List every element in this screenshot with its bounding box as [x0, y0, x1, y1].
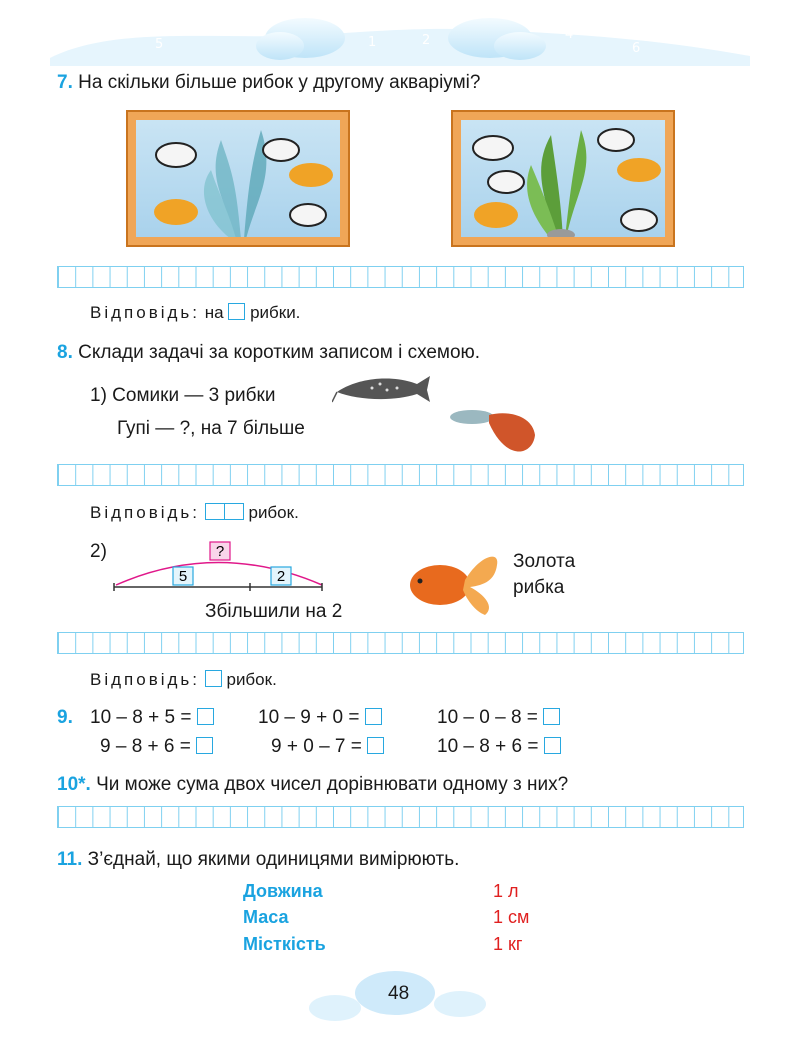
- task-7-answer: [90, 303, 300, 323]
- answer-box[interactable]: [365, 708, 382, 725]
- answer-grid-line[interactable]: [57, 806, 744, 828]
- header-digit: 7: [105, 23, 114, 38]
- answer-grid-line[interactable]: [57, 266, 744, 288]
- task-text: Чи може сума двох чисел дорівнювати одному з них?: [96, 774, 569, 795]
- goldfish-label-line2: рибка: [513, 577, 565, 598]
- task-7-title: [57, 72, 480, 94]
- task-8-title: [57, 342, 480, 364]
- unit-centimeter[interactable]: 1 см: [493, 907, 530, 927]
- answer-box[interactable]: [197, 708, 214, 725]
- header-digit: 8: [690, 27, 699, 42]
- task-text: На скільки більше рибок у другому акваріумі?: [78, 72, 481, 93]
- answer-box[interactable]: [205, 670, 222, 687]
- answer-grid-line[interactable]: [57, 464, 744, 486]
- task-8-answer-2: [90, 670, 277, 690]
- answer-text-after: рибок.: [226, 670, 277, 689]
- catfish-image: [332, 368, 432, 408]
- equation-text: 10 – 9 + 0 =: [258, 707, 360, 728]
- answer-box[interactable]: [196, 737, 213, 754]
- answer-box[interactable]: [224, 503, 244, 520]
- answer-text-after: рибок.: [248, 503, 299, 522]
- task-number: 7.: [57, 72, 73, 93]
- task-10-title: [57, 774, 568, 796]
- answer-label: Відповідь:: [90, 670, 201, 689]
- quantity-mass[interactable]: Маса: [243, 907, 289, 927]
- scheme-value-b: 2: [276, 568, 286, 585]
- guppy-image: [447, 395, 537, 465]
- scheme-question: ?: [215, 543, 225, 560]
- unit-liter[interactable]: 1 л: [493, 881, 519, 901]
- scheme-caption: Збільшили на 2: [205, 601, 343, 622]
- answer-box[interactable]: [367, 737, 384, 754]
- aquarium-1-image: [126, 110, 350, 247]
- task-11-title: [57, 849, 459, 871]
- aquarium-1-scene: [136, 120, 340, 237]
- answer-box[interactable]: [205, 503, 225, 520]
- task-8-part2-label: 2): [90, 541, 107, 562]
- aquarium-2-image: [451, 110, 675, 247]
- equation-text: 10 – 8 + 5 =: [90, 707, 192, 728]
- answer-text-before: на: [204, 303, 224, 322]
- quantity-capacity[interactable]: Місткість: [243, 934, 326, 954]
- header-clouds: [50, 8, 750, 66]
- equation-text: 10 – 0 – 8 =: [437, 707, 538, 728]
- task-number: 10*.: [57, 774, 91, 795]
- answer-box[interactable]: [228, 303, 245, 320]
- task-text: Склади задачі за коротким записом і схемою.: [78, 342, 481, 363]
- aquarium-2-scene: [461, 120, 665, 237]
- segment-scheme-diagram: [110, 540, 330, 600]
- goldfish-image: [405, 545, 505, 620]
- page-number: 48: [388, 983, 410, 1004]
- scheme-value-a: 5: [178, 568, 188, 585]
- equation: [90, 707, 214, 729]
- answer-label: Відповідь:: [90, 303, 201, 322]
- task-8-answer-1: [90, 503, 299, 523]
- task-8-part1-line2: Гупі — ?, на 7 більше: [117, 418, 305, 439]
- header-digit: 2: [422, 33, 431, 48]
- header-digit: 5: [155, 37, 164, 52]
- equation: [258, 707, 382, 729]
- equation-text: 9 + 0 – 7 =: [271, 736, 362, 757]
- quantity-length[interactable]: Довжина: [243, 881, 323, 901]
- answer-grid-line[interactable]: [57, 632, 744, 654]
- equation: [271, 736, 384, 758]
- header-digit: 1: [368, 35, 377, 50]
- equation-text: 9 – 8 + 6 =: [100, 736, 191, 757]
- header-digit: 4: [565, 27, 574, 42]
- equation: [100, 736, 213, 758]
- goldfish-label-line1: Золота: [513, 551, 576, 572]
- answer-box[interactable]: [543, 708, 560, 725]
- task-number: 9.: [57, 707, 73, 728]
- header-digit: 6: [632, 41, 641, 56]
- task-text: З’єднай, що якими одиницями вимірюють.: [87, 849, 460, 870]
- unit-kilogram[interactable]: 1 кг: [493, 934, 523, 954]
- answer-text-after: рибки.: [250, 303, 301, 322]
- task-number: 8.: [57, 342, 73, 363]
- header-digit: 3: [222, 25, 231, 40]
- equation: [437, 736, 561, 758]
- answer-label: Відповідь:: [90, 503, 201, 522]
- answer-box[interactable]: [544, 737, 561, 754]
- header-digit: 0: [395, 17, 404, 32]
- equation-text: 10 – 8 + 6 =: [437, 736, 539, 757]
- task-9-number: [57, 707, 73, 729]
- equation: [437, 707, 560, 729]
- task-8-part1-line1: 1) Сомики — 3 рибки: [90, 385, 276, 406]
- task-number: 11.: [57, 849, 83, 870]
